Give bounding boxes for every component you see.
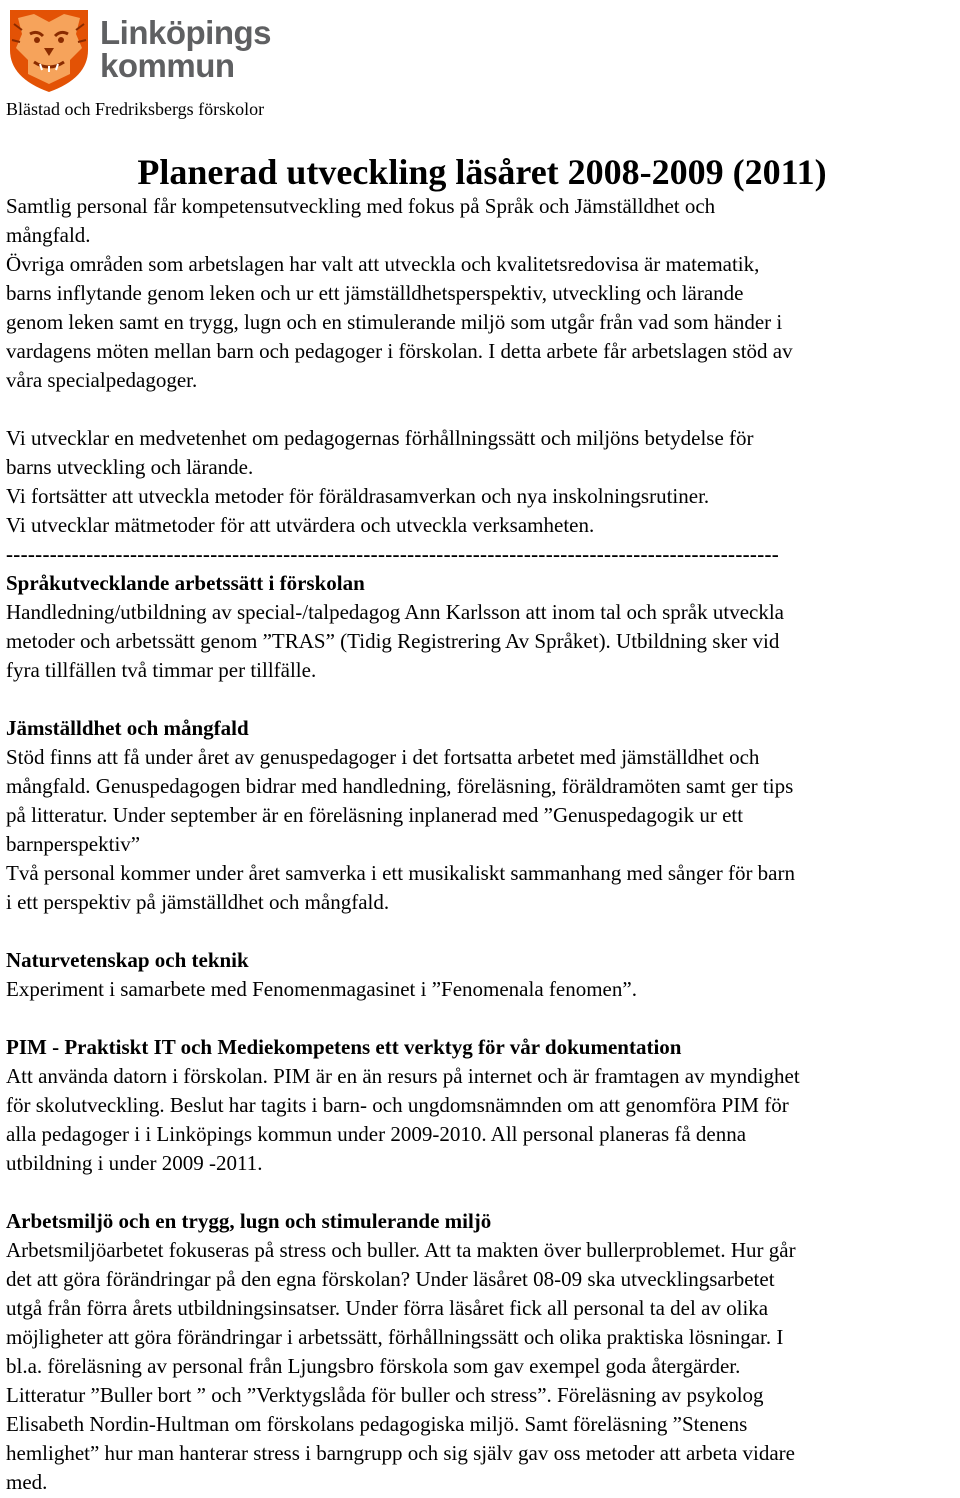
linkopings-kommun-logo — [4, 4, 304, 94]
document-body — [6, 192, 960, 1497]
goal-line: Vi utvecklar mätmetoder för att utvärdera och utveckla verksamheten. — [6, 513, 595, 537]
section-line: metoder och arbetssätt genom ”TRAS” (Tidig Registrering Av Språket). Utbildning sker vid — [6, 629, 780, 653]
section-line: fyra tillfällen två timmar per tillfälle. — [6, 658, 317, 682]
section-line: hemlighet” hur man hanterar stress i barngrupp och sig själv gav oss metoder att arbeta vidare — [6, 1441, 795, 1465]
section-heading-jamstalldhet: Jämställdhet och mångfald — [6, 716, 249, 740]
section-heading-pim: PIM - Praktiskt IT och Mediekompetens ett verktyg för vår dokumentation — [6, 1035, 682, 1059]
section-line: utbildning i under 2009 -2011. — [6, 1151, 263, 1175]
section-line: med. — [6, 1470, 48, 1494]
intro-line: Övriga områden som arbetslagen har valt att utveckla och kvalitetsredovisa är matematik, — [6, 252, 760, 276]
section-heading-arbetsmiljo: Arbetsmiljö och en trygg, lugn och stimulerande miljö — [6, 1209, 492, 1233]
intro-line: barns inflytande genom leken och ur ett jämställdhetsperspektiv, utveckling och lärande — [6, 281, 744, 305]
section-line: Experiment i samarbete med Fenomenmagasinet i ”Fenomenala fenomen”. — [6, 977, 637, 1001]
section-line: för skolutveckling. Beslut har tagits i barn- och ungdomsnämnden om att genomföra PIM för — [6, 1093, 789, 1117]
section-line: Handledning/utbildning av special-/talpedagog Ann Karlsson att inom tal och språk utveckla — [6, 600, 784, 624]
section-heading-sprak: Språkutvecklande arbetssätt i förskolan — [6, 571, 365, 595]
section-line: Att använda datorn i förskolan. PIM är en än resurs på internet och är framtagen av myndighet — [6, 1064, 800, 1088]
spacer — [6, 1178, 960, 1207]
section-line: alla pedagoger i i Linköpings kommun under 2009-2010. All personal planeras få denna — [6, 1122, 747, 1146]
spacer — [6, 1004, 960, 1033]
section-line: utgå från förra årets utbildningsinsatser. Under förra läsåret fick all personal ta del av olika — [6, 1296, 769, 1320]
logo-wordmark — [100, 16, 271, 82]
goal-line: Vi utvecklar en medvetenhet om pedagogernas förhållningssätt och miljöns betydelse för — [6, 426, 754, 450]
section-line: Stöd finns att få under året av genuspedagoger i det fortsatta arbetet med jämställdhet och — [6, 745, 760, 769]
section-line: Litteratur ”Buller bort ” och ”Verktygslåda för buller och stress”. Föreläsning av psykolog — [6, 1383, 764, 1407]
divider-line: ---------------------------------------------------------------------------------------------------------- — [6, 542, 780, 566]
section-line: bl.a. föreläsning av personal från Ljungsbro förskola som gav exempel goda återgärder. — [6, 1354, 741, 1378]
section-line: barnperspektiv” — [6, 832, 141, 856]
section-line: i ett perspektiv på jämställdhet och mångfald. — [6, 890, 390, 914]
page-title: Planerad utveckling läsåret 2008-2009 (2011) — [137, 152, 827, 192]
spacer — [6, 917, 960, 946]
spacer — [6, 395, 960, 424]
intro-line: våra specialpedagoger. — [6, 368, 198, 392]
section-line: Två personal kommer under året samverka i ett musikaliskt sammanhang med sånger för barn — [6, 861, 795, 885]
goal-line: barns utveckling och lärande. — [6, 455, 254, 479]
lion-head-crest-icon — [4, 4, 94, 94]
spacer — [6, 685, 960, 714]
school-name: Blästad och Fredriksbergs förskolor — [6, 99, 265, 119]
intro-line: Samtlig personal får kompetensutveckling med fokus på Språk och Jämställdhet och — [6, 194, 716, 218]
section-line: på litteratur. Under september är en föreläsning inplanerad med ”Genuspedagogik ur ett — [6, 803, 744, 827]
intro-line: genom leken samt en trygg, lugn och en stimulerande miljö som utgår från vad som händer i — [6, 310, 783, 334]
section-line: Elisabeth Nordin-Hultman om förskolans pedagogiska miljö. Samt föreläsning ”Stenens — [6, 1412, 748, 1436]
logo-line-2: kommun — [100, 47, 235, 84]
goal-line: Vi fortsätter att utveckla metoder för föräldrasamverkan och nya inskolningsrutiner. — [6, 484, 710, 508]
logo-line-1: Linköpings — [100, 14, 271, 51]
intro-line: mångfald. — [6, 223, 91, 247]
section-line: mångfald. Genuspedagogen bidrar med handledning, föreläsning, föräldramöten samt ger tips — [6, 774, 794, 798]
section-line: möjligheter att göra förändringar i arbetssätt, förhållningssätt och olika praktiska lösningar. I — [6, 1325, 784, 1349]
section-line: det att göra förändringar på den egna förskolan? Under läsåret 08-09 ska utvecklingsarbetet — [6, 1267, 775, 1291]
section-heading-natur: Naturvetenskap och teknik — [6, 948, 249, 972]
intro-line: vardagens möten mellan barn och pedagoger i förskolan. I detta arbete får arbetslagen stöd av — [6, 339, 793, 363]
section-line: Arbetsmiljöarbetet fokuseras på stress och buller. Att ta makten över bullerproblemet. Hur går — [6, 1238, 796, 1262]
